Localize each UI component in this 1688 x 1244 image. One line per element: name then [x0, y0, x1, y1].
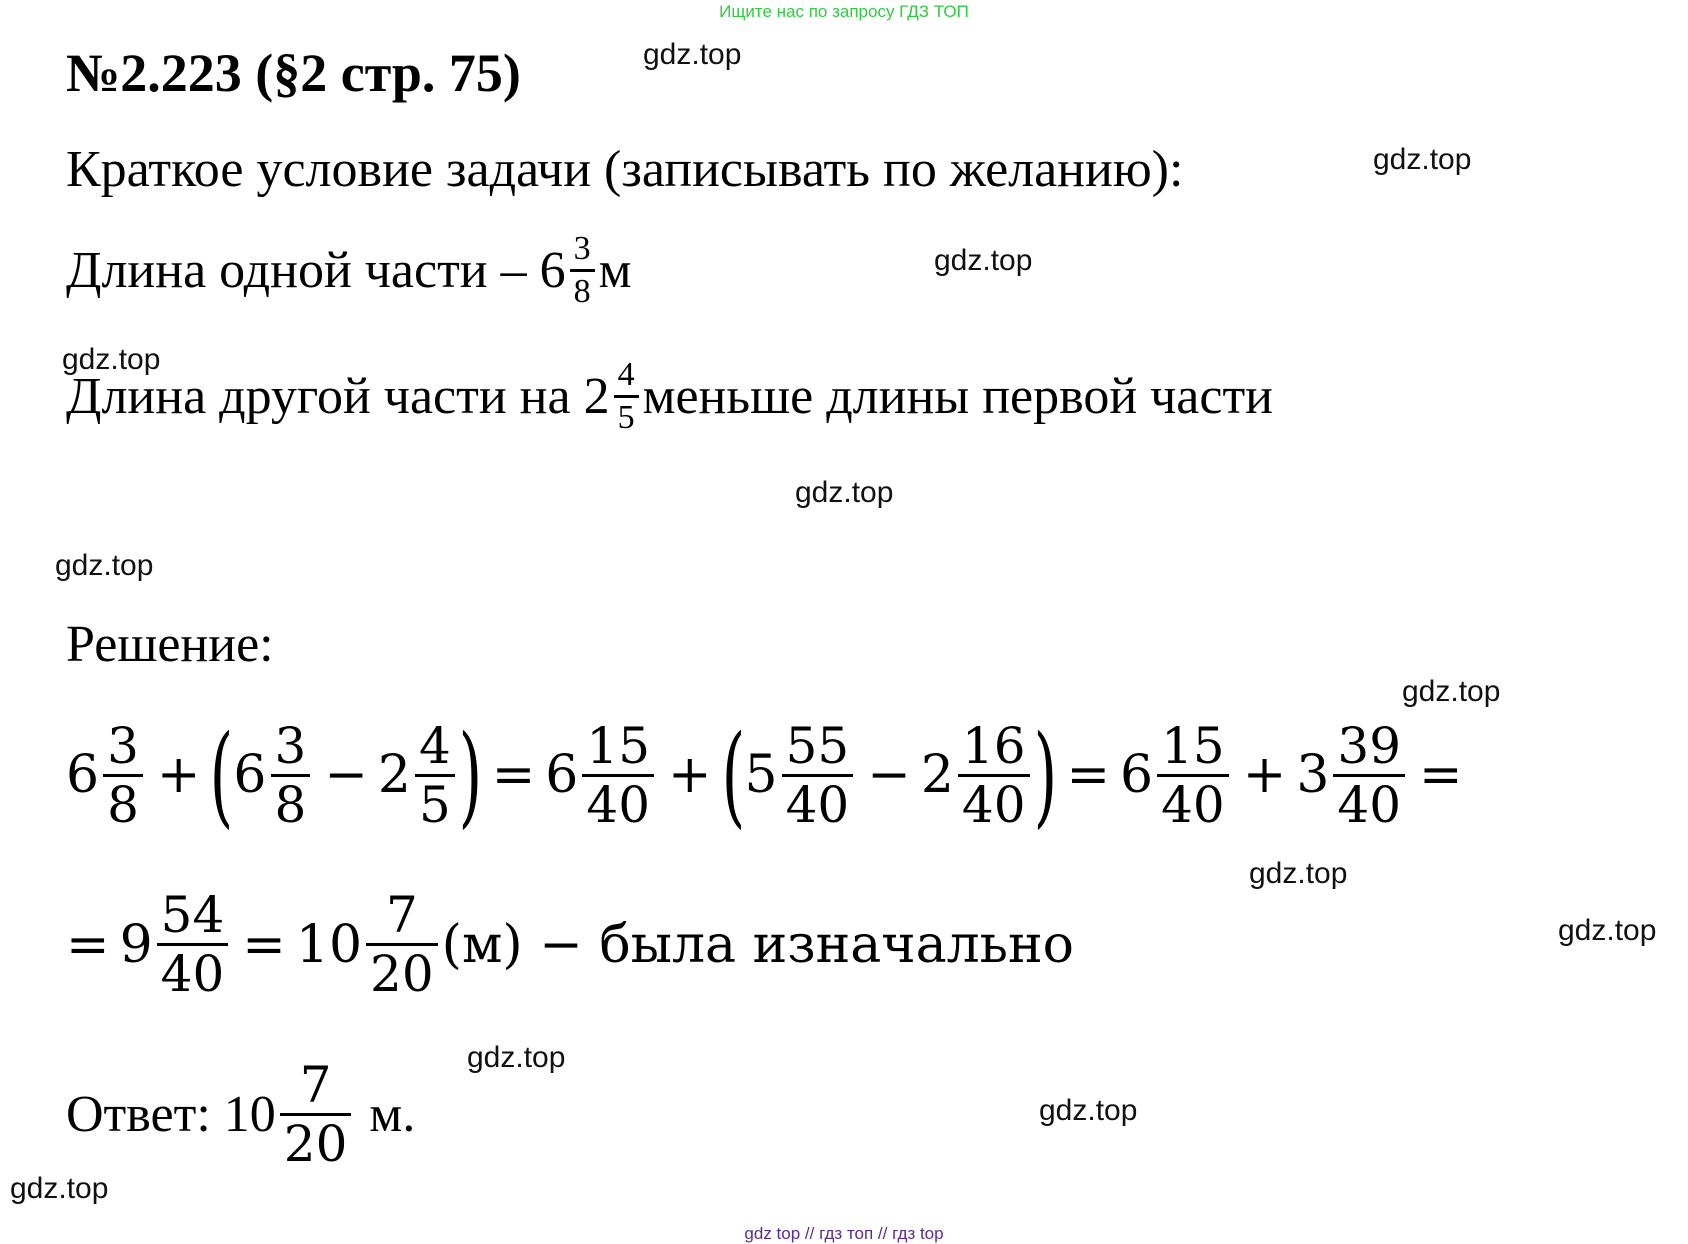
numerator: 7 — [385, 886, 418, 944]
fraction — [958, 716, 1030, 834]
fraction — [415, 716, 455, 834]
equals-sign: = — [1419, 745, 1463, 805]
answer-line — [66, 1056, 416, 1173]
numerator: 16 — [961, 716, 1026, 775]
fraction-numerator: 4 — [617, 356, 635, 393]
plus-sign: + — [1242, 745, 1287, 805]
right-paren: ) — [458, 711, 483, 839]
whole: 6 — [66, 745, 100, 805]
left-paren: ( — [721, 711, 745, 839]
watermark: gdz.top — [1402, 675, 1501, 708]
numerator: 4 — [418, 716, 451, 775]
numerator: 39 — [1337, 716, 1402, 775]
line2-suffix: меньше длины первой части — [642, 368, 1274, 425]
fraction-denominator: 5 — [617, 399, 635, 436]
equation-tail: (м) − была изначально — [441, 914, 1074, 975]
answer-suffix: м. — [369, 1086, 416, 1143]
whole: 6 — [545, 745, 579, 805]
condition-heading — [66, 140, 1183, 199]
fraction — [582, 716, 654, 834]
footer-links: gdz top // гдз топ // гдз top — [744, 1224, 944, 1243]
plus-sign: + — [156, 745, 201, 805]
line1-prefix: Длина одной части – 6 — [66, 242, 566, 299]
watermark: gdz.top — [55, 549, 154, 582]
fraction-bar — [570, 269, 595, 272]
fraction-denominator: 8 — [573, 273, 591, 310]
line2-fraction — [614, 358, 639, 435]
denominator: 40 — [1337, 775, 1402, 834]
numerator: 7 — [299, 1056, 332, 1114]
whole: 10 — [295, 914, 363, 975]
denominator: 40 — [1161, 775, 1225, 834]
page-title: №2.223 (§2 стр. 75) — [66, 43, 521, 103]
denominator: 5 — [418, 775, 451, 834]
equals-sign: = — [242, 914, 286, 975]
condition-heading-text: Краткое условие задачи (записывать по желанию): — [66, 141, 1184, 198]
plus-sign: + — [668, 745, 712, 805]
denominator: 20 — [283, 1115, 348, 1173]
top-search-note: Ищите нас по запросу ГДЗ ТОП — [719, 2, 969, 21]
denominator: 8 — [274, 775, 307, 834]
denominator: 40 — [961, 775, 1026, 834]
answer-label: Ответ: 10 — [66, 1086, 276, 1143]
fraction — [782, 716, 854, 834]
whole: 2 — [920, 745, 954, 805]
minus-sign: − — [867, 745, 911, 805]
numerator: 3 — [107, 716, 139, 775]
denominator: 40 — [160, 945, 225, 1003]
left-paren: ( — [210, 711, 234, 839]
watermark: gdz.top — [1373, 143, 1472, 176]
answer-fraction — [280, 1056, 352, 1173]
watermark: gdz.top — [62, 343, 161, 376]
watermark: gdz.top — [10, 1172, 109, 1205]
fraction-bar — [614, 395, 639, 398]
whole: 3 — [1296, 745, 1330, 805]
line2-prefix: Длина другой части на 2 — [66, 368, 610, 425]
watermark: gdz.top — [1249, 857, 1348, 890]
line1-suffix: м — [598, 242, 632, 299]
fraction — [103, 716, 143, 834]
watermark: gdz.top — [795, 476, 894, 509]
condition-line-1 — [66, 232, 632, 309]
denominator: 40 — [586, 775, 651, 834]
fraction-numerator: 3 — [573, 230, 591, 267]
whole: 9 — [119, 914, 153, 975]
numerator: 15 — [586, 716, 651, 775]
numerator: 15 — [1161, 716, 1225, 775]
watermark: gdz.top — [643, 38, 742, 71]
numerator: 54 — [160, 886, 225, 944]
equation-2 — [66, 886, 1074, 1003]
minus-sign: − — [324, 745, 368, 805]
watermark: gdz.top — [1039, 1094, 1138, 1127]
equals-sign: = — [1066, 745, 1111, 805]
whole: 2 — [377, 745, 411, 805]
fraction — [1157, 716, 1229, 834]
equals-sign: = — [491, 745, 536, 805]
condition-line-2 — [66, 358, 1273, 435]
fraction — [271, 716, 311, 834]
solution-label-text: Решение: — [66, 616, 274, 673]
line1-fraction — [570, 232, 595, 309]
equation-1 — [66, 711, 1473, 839]
right-paren: ) — [1033, 711, 1057, 839]
whole: 6 — [233, 745, 267, 805]
watermark: gdz.top — [934, 244, 1033, 277]
watermark: gdz.top — [467, 1041, 566, 1074]
denominator: 8 — [107, 775, 139, 834]
numerator: 55 — [785, 716, 850, 775]
fraction — [1333, 716, 1405, 834]
whole: 5 — [744, 745, 778, 805]
fraction — [366, 886, 438, 1003]
numerator: 3 — [274, 716, 307, 775]
whole: 6 — [1120, 745, 1154, 805]
denominator: 20 — [370, 945, 434, 1003]
equals-sign: = — [66, 914, 110, 975]
watermark: gdz.top — [1558, 914, 1657, 947]
denominator: 40 — [785, 775, 850, 834]
fraction — [157, 886, 229, 1003]
solution-label — [66, 615, 274, 674]
